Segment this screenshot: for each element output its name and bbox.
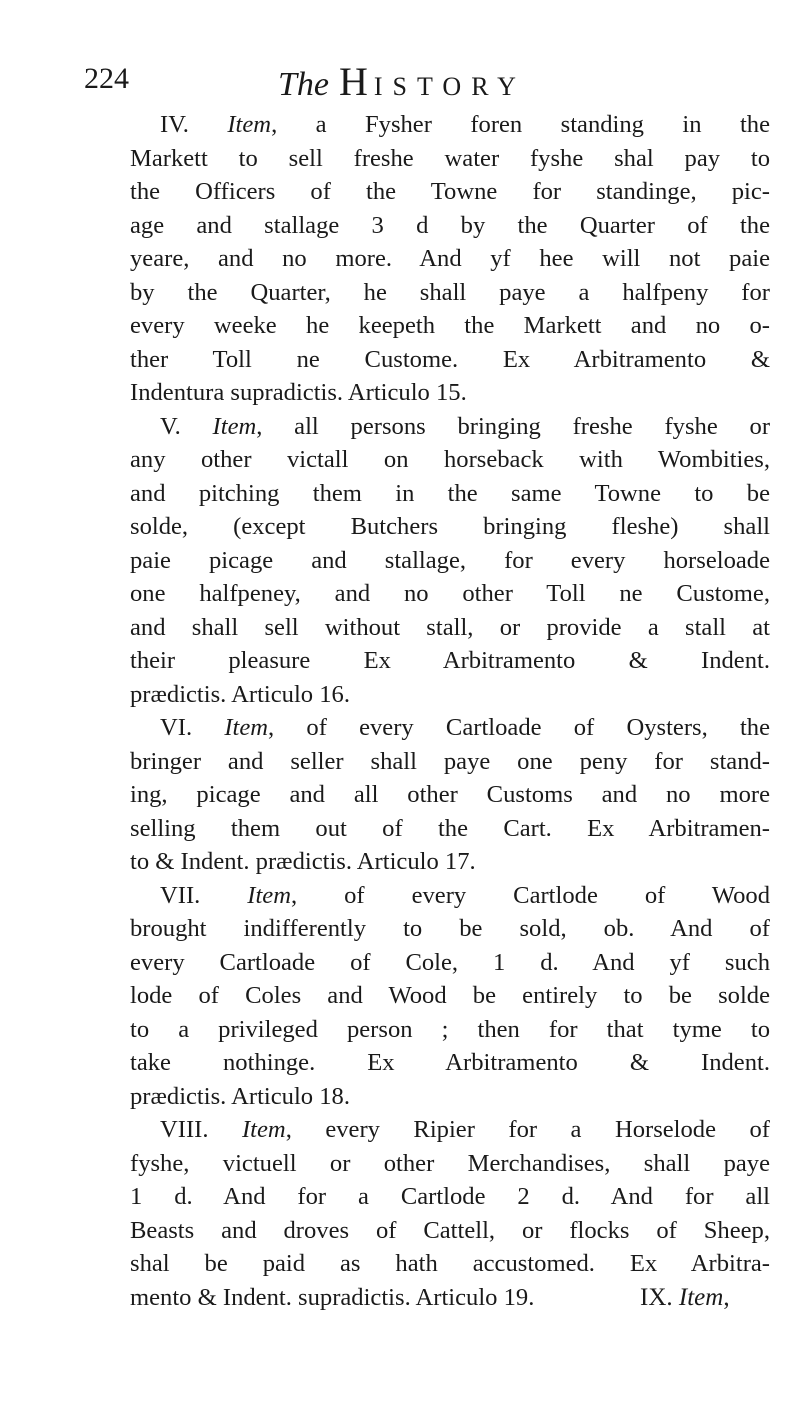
text-line: ther Toll ne Custome. Ex Arbitramento & <box>130 345 770 373</box>
running-head-rest: ISTORY <box>373 72 526 101</box>
article-numeral: VIII. <box>160 1116 209 1143</box>
text-line: and shall sell without stall, or provide a stall at <box>130 613 770 641</box>
text-line: yeare, and no more. And yf hee will not paie <box>130 245 770 272</box>
text-line: solde, (except Butchers bringing fleshe) shall <box>130 513 770 540</box>
text-line: Markett to sell freshe water fyshe shal pay to <box>130 144 770 172</box>
page-header <box>0 58 800 104</box>
item-word: Item <box>241 1116 286 1143</box>
text-line: lode of Coles and Wood be entirely to be solde <box>130 982 770 1009</box>
text-line: brought indifferently to be sold, ob. And of <box>130 915 770 942</box>
text-line: prædictis. Articulo 16. <box>130 680 350 708</box>
item-word: Item <box>224 714 269 741</box>
text-line: Beasts and droves of Cattell, or flocks of Sheep, <box>130 1216 770 1244</box>
text-line: any other victall on horseback with Wombities, <box>130 446 770 473</box>
text-line: paie picage and stallage, for every horseloade <box>130 546 770 574</box>
article-numeral: VI. <box>160 714 193 741</box>
text-line: selling them out of the Cart. Ex Arbitramen- <box>130 814 770 842</box>
text-line: Indentura supradictis. Articulo 15. <box>130 379 467 406</box>
article-paragraph <box>130 879 770 1114</box>
text-line: every Cartloade of Cole, 1 d. And yf such <box>130 948 770 976</box>
text-line: and pitching them in the same Towne to be <box>130 479 770 507</box>
text-line: fyshe, victuell or other Merchandises, shall paye <box>130 1149 770 1177</box>
article-paragraph <box>130 410 770 712</box>
page-number: 224 <box>84 62 129 95</box>
text-line: by the Quarter, he shall paye a halfpeny for <box>130 278 770 306</box>
text-line: to & Indent. prædictis. Articulo 17. <box>130 848 476 875</box>
text-line: bringer and seller shall paye one peny for stand- <box>130 747 770 775</box>
catchword <box>640 1284 730 1312</box>
text-line: shal be paid as hath accustomed. Ex Arbitra- <box>130 1250 770 1277</box>
text-line: one halfpeney, and no other Toll ne Custome, <box>130 580 770 607</box>
article-paragraph <box>130 108 770 410</box>
text-line: their pleasure Ex Arbitramento & Indent. <box>130 647 770 674</box>
catchword-suffix: , <box>723 1284 730 1311</box>
text-line: age and stallage 3 d by the Quarter of the <box>130 211 770 239</box>
running-head-initial: H <box>339 59 374 104</box>
text-line: prædictis. Articulo 18. <box>130 1082 350 1110</box>
catchword-item: Item <box>678 1284 724 1311</box>
text-line: to a privileged person ; then for that tyme to <box>130 1015 770 1043</box>
article-numeral: IV. <box>160 111 189 138</box>
body-text <box>130 108 770 1314</box>
text-line: 1 d. And for a Cartlode 2 d. And for all <box>130 1183 770 1210</box>
text-line: , a Fysher foren standing in the <box>271 111 770 138</box>
text-line: ing, picage and all other Customs and no more <box>130 781 770 808</box>
article-paragraph <box>130 711 770 879</box>
text-line: every weeke he keepeth the Markett and no o- <box>130 312 770 339</box>
item-word: Item <box>227 111 272 138</box>
running-head-the: The <box>278 66 329 103</box>
text-line: , of every Cartlode of Wood <box>290 881 770 909</box>
text-line: the Officers of the Towne for standinge, pic- <box>130 178 770 205</box>
article-numeral: VII. <box>160 881 201 909</box>
running-head <box>278 58 526 105</box>
article-numeral: V. <box>160 412 181 440</box>
item-word: Item <box>212 412 257 440</box>
item-word: Item <box>247 881 291 909</box>
text-line: , of every Cartloade of Oysters, the <box>268 714 770 741</box>
text-line: mento & Indent. supradictis. Articulo 19. <box>130 1283 535 1311</box>
text-line: , every Ripier for a Horselode of <box>285 1116 770 1143</box>
catchword-numeral: IX. <box>640 1284 673 1311</box>
text-line: take nothinge. Ex Arbitramento & Indent. <box>130 1049 770 1076</box>
text-line: , all persons bringing freshe fyshe or <box>256 412 771 440</box>
